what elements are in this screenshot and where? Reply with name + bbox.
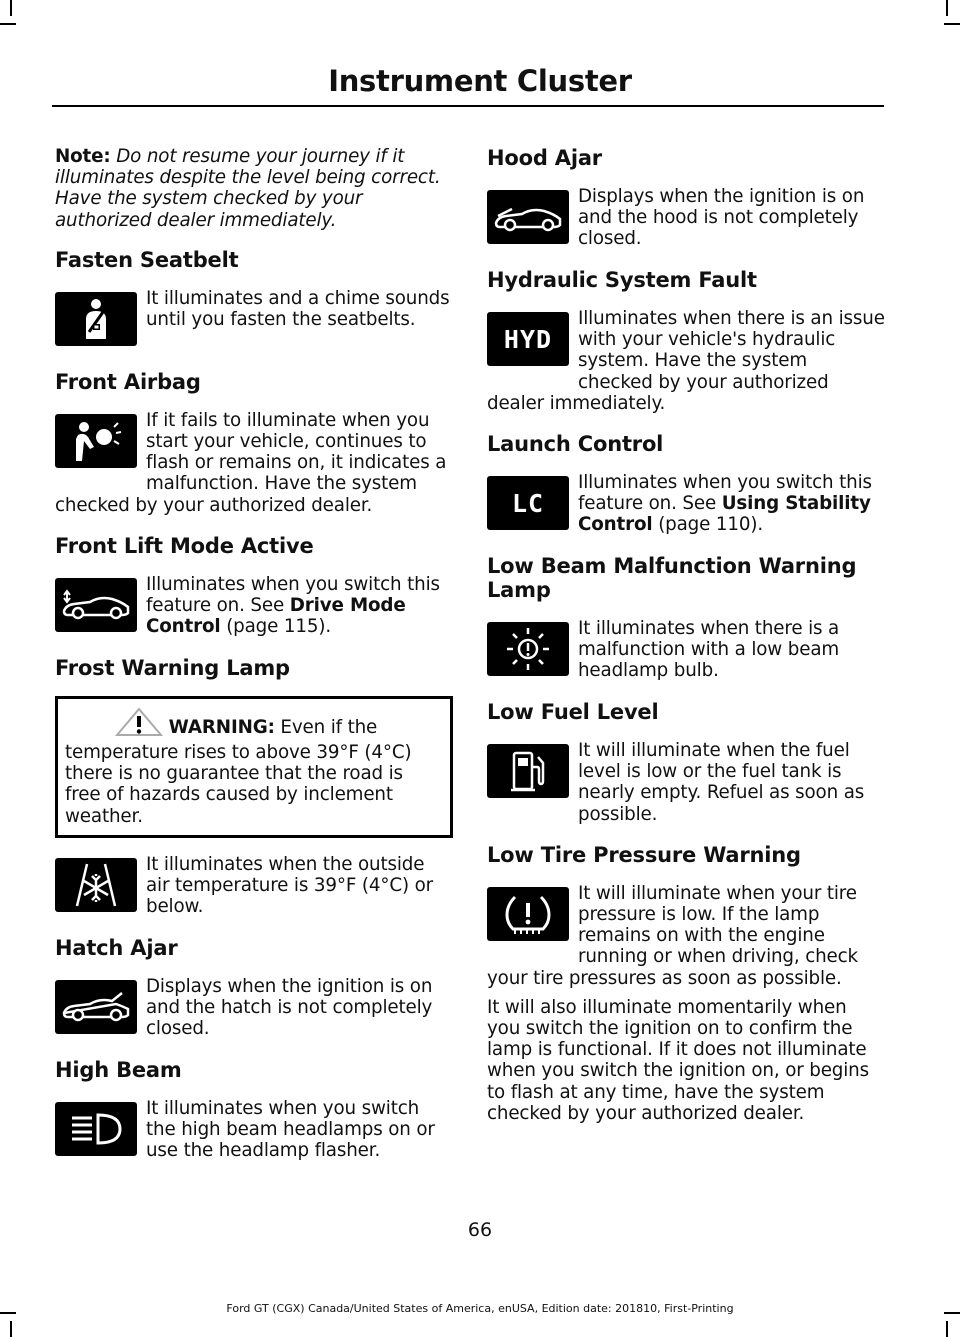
frost-description: It illuminates when the outside air temperature is 39°F (4°C) or below. (146, 853, 433, 918)
heading-frost-warning: Frost Warning Lamp (55, 655, 290, 680)
heading-launch-control: Launch Control (487, 432, 664, 457)
page-title: Instrument Cluster (328, 64, 632, 98)
page-number: 66 (467, 1219, 493, 1241)
heading-fasten-seatbelt: Fasten Seatbelt (55, 247, 239, 272)
heading-hatch-ajar: Hatch Ajar (55, 935, 178, 960)
warning-label: WARNING: (168, 716, 275, 738)
item-low-tire-pressure (487, 883, 885, 989)
header-divider (52, 105, 884, 107)
frost-warning-box (55, 696, 453, 838)
item-front-lift-mode (55, 574, 453, 638)
tire-pressure-description: It will illuminate when your tire pressure is low. If the lamp remains on with the engine running or when driving, check your tire pressures as soon as possible. (487, 882, 858, 989)
hood-description: Displays when the ignition is on and the hood is not completely closed. (578, 186, 865, 250)
note-label: Note: (55, 146, 111, 167)
crop-mark (946, 1321, 948, 1337)
fuel-pump-icon (487, 744, 569, 798)
hydraulic-description: Illuminates when there is an issue with your vehicle's hydraulic system. Have the system checked by your authorized dealer immediately. (487, 308, 885, 414)
hood-ajar-car-icon (487, 190, 569, 244)
tire-pressure-icon (487, 887, 569, 941)
note (55, 146, 453, 231)
launch-control-icon: LC (487, 476, 569, 530)
item-front-airbag (55, 410, 453, 516)
using-stability-control-link[interactable]: Using Stability Control (578, 493, 871, 536)
left-column (55, 146, 453, 1180)
airbag-description: If it fails to illuminate when you start your vehicle, continues to flash or remains on, it indicates a malfunction. Have the system checked by your authorized dealer. (55, 409, 447, 516)
heading-low-beam-malfunction: Low Beam Malfunction Warning Lamp (487, 554, 857, 603)
hatch-ajar-car-icon (55, 980, 137, 1034)
drive-mode-control-link[interactable]: Drive Mode Control (146, 595, 406, 638)
footer-edition-info: Ford GT (CGX) Canada/United States of America, enUSA, Edition date: 201810, First-Printing (226, 1302, 734, 1315)
warning-text: WARNING: Even if the temperature rises to above 39°F (4°C) there is no guarantee that the road is free of hazards caused by inclement weather. (65, 707, 444, 827)
low-fuel-description: It will illuminate when the fuel level is low or the fuel tank is nearly empty. Refuel as soon as possible. (578, 740, 865, 825)
warning-triangle-icon (115, 707, 163, 742)
front-lift-car-icon (55, 578, 137, 632)
crop-mark (944, 23, 960, 25)
item-hatch-ajar (55, 976, 453, 1040)
heading-high-beam: High Beam (55, 1057, 182, 1082)
item-frost-warning (55, 854, 453, 918)
crop-mark (10, 0, 12, 16)
crop-mark (946, 0, 948, 16)
item-fasten-seatbelt (55, 288, 453, 352)
hydraulic-icon: HYD (487, 312, 569, 366)
frost-snowflake-icon (55, 858, 137, 912)
item-low-fuel (487, 740, 885, 825)
item-hydraulic-fault (487, 308, 885, 414)
item-low-beam-malfunction (487, 618, 885, 682)
seatbelt-icon (55, 292, 137, 346)
right-column (487, 146, 885, 1124)
item-launch-control (487, 472, 885, 536)
airbag-icon (55, 414, 137, 468)
crop-mark (0, 23, 16, 25)
high-beam-icon (55, 1102, 137, 1156)
heading-hydraulic-fault: Hydraulic System Fault (487, 268, 757, 292)
launch-control-description: Illuminates when you switch this feature on. See Using Stability Control (page 110). (578, 472, 872, 536)
item-hood-ajar (487, 186, 885, 250)
high-beam-description: It illuminates when you switch the high beam headlamps on or use the headlamp flasher. (146, 1097, 435, 1162)
seatbelt-description: It illuminates and a chime sounds until you fasten the seatbelts. (146, 287, 450, 331)
crop-mark (10, 1321, 12, 1337)
note-text: Do not resume your journey if it illuminates despite the level being correct. Have the system checked by your authorized dealer immediately. (55, 146, 441, 231)
heading-front-lift-mode: Front Lift Mode Active (55, 533, 314, 558)
tire-pressure-additional-text: It will also illuminate momentarily when you switch the ignition on to confirm the lamp is functional. If it does not illuminate when you switch the ignition on, or begins to flash at any time, have the system checked by your authorized dealer. (487, 996, 869, 1124)
heading-front-airbag: Front Airbag (55, 369, 201, 394)
heading-low-tire-pressure: Low Tire Pressure Warning (487, 842, 801, 867)
item-high-beam (55, 1098, 453, 1162)
front-lift-description: Illuminates when you switch this feature on. See Drive Mode Control (page 115). (146, 573, 440, 638)
heading-hood-ajar: Hood Ajar (487, 146, 602, 170)
heading-low-fuel: Low Fuel Level (487, 700, 659, 725)
low-beam-description: It illuminates when there is a malfunction with a low beam headlamp bulb. (578, 618, 840, 682)
low-beam-malfunction-icon (487, 622, 569, 676)
hatch-description: Displays when the ignition is on and the hatch is not completely closed. (146, 975, 433, 1040)
